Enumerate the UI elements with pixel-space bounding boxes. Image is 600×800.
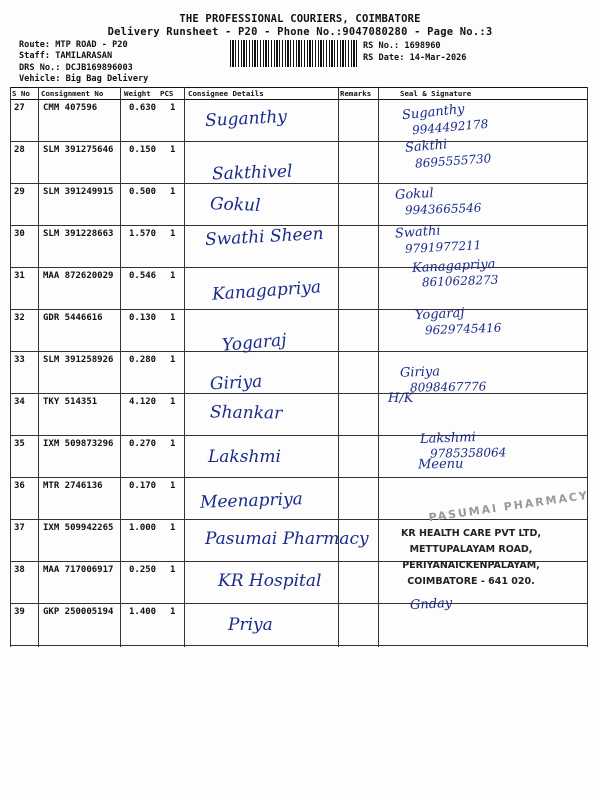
route: Route: MTP ROAD - P20 [19, 40, 128, 50]
pieces: 1 [170, 187, 176, 197]
row-sno: 36 [14, 481, 25, 491]
consignment-number: GDR 5446616 [43, 313, 103, 323]
row-sno: 33 [14, 355, 25, 365]
row-sno: 35 [14, 439, 25, 449]
row-sno: 31 [14, 271, 25, 281]
row-sno: 28 [14, 145, 25, 155]
row-sno: 32 [14, 313, 25, 323]
receiver-phone: 9943665546 [404, 200, 482, 218]
weight: 0.500 [129, 187, 157, 197]
drs-number: DRS No.: DCJB169896003 [19, 63, 133, 73]
stamp-line: COIMBATORE - 641 020. [407, 576, 535, 587]
receiver-signature: Yogaraj [414, 305, 465, 324]
row-sno: 34 [14, 397, 25, 407]
pieces: 1 [170, 523, 176, 533]
pieces: 1 [170, 607, 176, 617]
weight: 4.120 [129, 397, 157, 407]
weight: 0.130 [129, 313, 157, 323]
col-sno: S No [12, 89, 30, 98]
weight: 0.250 [129, 565, 157, 575]
weight: 0.546 [129, 271, 157, 281]
row-sno: 29 [14, 187, 25, 197]
consignment-number: TKY 514351 [43, 397, 98, 407]
weight: 0.150 [129, 145, 157, 155]
consignment-number: SLM 391228663 [43, 229, 114, 239]
col-consignment: Consignment No [41, 89, 104, 98]
pieces: 1 [170, 145, 176, 155]
consignment-number: IXM 509873296 [43, 439, 114, 449]
table-row [10, 595, 588, 646]
receiver-phone: 8610628273 [421, 272, 499, 290]
consignment-number: SLM 391249915 [43, 187, 114, 197]
consignee-handwritten-name: Meenapriya [199, 489, 304, 513]
barcode [230, 40, 358, 67]
col-pcs: PCS [160, 89, 174, 98]
weight: 0.280 [129, 355, 157, 365]
rs-number: RS No.: 1698960 [363, 41, 441, 51]
consignment-number: IXM 509942265 [43, 523, 114, 533]
table-row [10, 256, 588, 310]
col-remarks: Remarks [340, 89, 372, 98]
receiver-signature: Gnday [409, 595, 453, 614]
consignment-number: GKP 250005194 [43, 607, 114, 617]
weight: 0.270 [129, 439, 157, 449]
receiver-signature: Lakshmi [419, 430, 477, 447]
consignment-number: MAA 717006917 [43, 565, 114, 575]
consignee-handwritten-name: Yogaraj [221, 330, 288, 356]
pieces: 1 [170, 355, 176, 365]
pieces: 1 [170, 481, 176, 491]
pieces: 1 [170, 229, 176, 239]
consignee-handwritten-name: Shankar [209, 402, 283, 424]
consignee-handwritten-name: Swathi Sheen [204, 223, 325, 251]
stamp-line: KR HEALTH CARE PVT LTD, [401, 528, 541, 539]
consignee-handwritten-name: Lakshmi [208, 447, 281, 467]
receiver-phone: 8098467776 [409, 379, 487, 395]
col-weight: Weight [124, 89, 151, 98]
consignee-handwritten-name: Sakthivel [211, 161, 293, 185]
row-sno: 39 [14, 607, 25, 617]
pieces: 1 [170, 271, 176, 281]
consignment-number: MAA 872620029 [43, 271, 114, 281]
table-row [10, 305, 588, 356]
pieces: 1 [170, 565, 176, 575]
consignee-handwritten-name: Suganthy [204, 106, 288, 132]
hospital-stamp [386, 528, 556, 606]
table-row [10, 99, 588, 142]
weight: 0.630 [129, 103, 157, 113]
table-row [10, 393, 588, 436]
consignment-number: CMM 407596 [43, 103, 98, 113]
pieces: 1 [170, 103, 176, 113]
pieces: 1 [170, 439, 176, 449]
stamp-line: PERIYANAICKENPALAYAM, [402, 560, 540, 571]
row-sno: 38 [14, 565, 25, 575]
receiver-signature: Kanagapriya [411, 256, 496, 277]
consignment-number: SLM 391258926 [43, 355, 114, 365]
receiver-signature: Suganthy [401, 101, 466, 124]
receiver-phone: 9791977211 [404, 238, 482, 256]
stamp-line: METTUPALAYAM ROAD, [409, 544, 533, 555]
weight: 1.400 [129, 607, 157, 617]
receiver-signature: Giriya [399, 364, 441, 381]
receiver-signature: Sakthi [404, 137, 448, 156]
pieces: 1 [170, 313, 176, 323]
row-sno: 37 [14, 523, 25, 533]
table-row [10, 183, 588, 226]
consignee-handwritten-name: Priya [228, 615, 273, 635]
pharmacy-stamp-faint: PASUMAI PHARMACY [427, 488, 590, 525]
runsheet-subtitle: Delivery Runsheet - P20 - Phone No.:9047080280 - Page No.:3 [107, 26, 493, 38]
weight: 1.570 [129, 229, 157, 239]
table-row [10, 137, 588, 185]
pieces: 1 [170, 397, 176, 407]
col-seal-signature: Seal & Signature [400, 89, 472, 98]
receiver-phone: 8695555730 [414, 151, 492, 171]
row-sno: 30 [14, 229, 25, 239]
receiver-signature: H/K [388, 391, 414, 406]
consignee-handwritten-name: KR Hospital [218, 571, 322, 591]
receiver-phone: 9785358064 [429, 445, 507, 461]
consignee-handwritten-name: Kanagapriya [211, 277, 322, 305]
consignee-handwritten-name: Gokul [209, 194, 261, 216]
receiver-signature: Meenu [417, 456, 464, 473]
col-consignee: Consignee Details [188, 89, 264, 98]
table-row [10, 225, 588, 268]
receiver-phone: 9629745416 [424, 320, 502, 338]
staff: Staff: TAMILARASAN [19, 51, 113, 61]
consignment-number: MTR 2746136 [43, 481, 103, 491]
weight: 0.170 [129, 481, 157, 491]
receiver-signature: Gokul [394, 185, 434, 204]
table-row [10, 351, 588, 394]
rs-date: RS Date: 14-Mar-2026 [363, 53, 467, 63]
vehicle: Vehicle: Big Bag Delivery [19, 74, 149, 84]
receiver-signature: Swathi [394, 223, 442, 242]
consignment-number: SLM 391275646 [43, 145, 114, 155]
company-title: THE PROFESSIONAL COURIERS, COIMBATORE [179, 13, 421, 25]
receiver-phone: 9944492178 [411, 116, 489, 138]
weight: 1.000 [129, 523, 157, 533]
consignee-handwritten-name: Pasumai Pharmacy [205, 529, 369, 549]
row-sno: 27 [14, 103, 25, 113]
table-row [10, 430, 588, 478]
consignee-handwritten-name: Giriya [209, 371, 263, 395]
